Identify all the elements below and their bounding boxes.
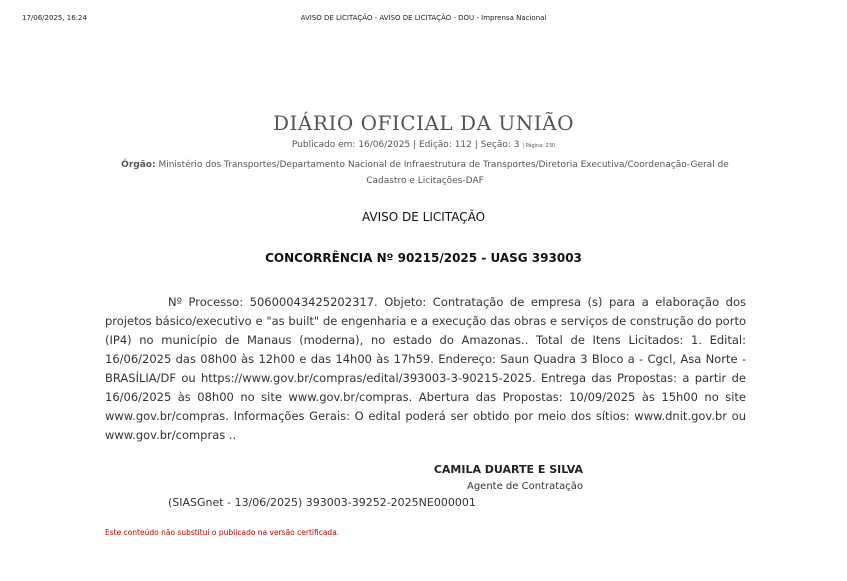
page-title: DIÁRIO OFICIAL DA UNIÃO — [273, 111, 574, 135]
reference-code: (SIASGnet - 13/06/2025) 393003-39252-2025NE000001 — [168, 496, 476, 509]
orgao-label: Órgão: — [121, 160, 156, 170]
signer-role: Agente de Contratação — [466, 481, 583, 492]
print-date: 17/06/2025, 16:24 — [22, 14, 87, 22]
disclaimer: Este conteúdo não substitui o publicado na versão certificada. — [105, 528, 340, 537]
notice-heading: AVISO DE LICITAÇÃO — [361, 210, 486, 224]
signer-name: CAMILA DUARTE E SILVA — [433, 463, 583, 476]
publication-details: Publicado em: 16/06/2025 | Edição: 112 | Seção: 3 — [291, 140, 520, 150]
tender-number: CONCORRÊNCIA Nº 90215/2025 - UASG 393003 — [265, 251, 582, 265]
publication-info — [0, 140, 847, 150]
orgao-text: Ministério dos Transportes/Departamento Nacional de Infraestrutura de Transportes/Diretoria Executiva/Coordenação-Geral de Cadastro e Licitações-DAF — [158, 160, 729, 186]
notice-body: Nº Processo: 50600043425202317. Objeto: Contratação de empresa (s) para a elaboração dos projetos básico/executivo e "as built" de engenharia e a execução das obras e serviços de construção do porto (IP4) no município de Manaus (moderna), no estado do Amazonas.. Total de Itens Licitados: 1. Edital: 16/06/2025 das 08h00 às 12h00 e das 14h00 às 17h59. Endereço: Saun Quadra 3 Bloco a - Cgcl, Asa Norte - BRASÍLIA/DF ou https://www.gov.br/compras/edital/393003-3-90215-2025. Entrega das Propostas: a partir de 16/06/2025 às 08h00 no site www.gov.br/compras. Abertura das Propostas: 10/09/2025 às 15h00 no site www.gov.br/compras. Informações Gerais: O edital poderá ser obtido por meio dos sítios: www.dnit.gov.br ou www.gov.br/compras .. — [105, 295, 746, 442]
print-header-title: AVISO DE LICITAÇÃO - AVISO DE LICITAÇÃO - DOU - Imprensa Nacional — [300, 14, 547, 22]
orgao-info — [105, 157, 745, 189]
page-number: | Página: 230 — [522, 143, 556, 149]
